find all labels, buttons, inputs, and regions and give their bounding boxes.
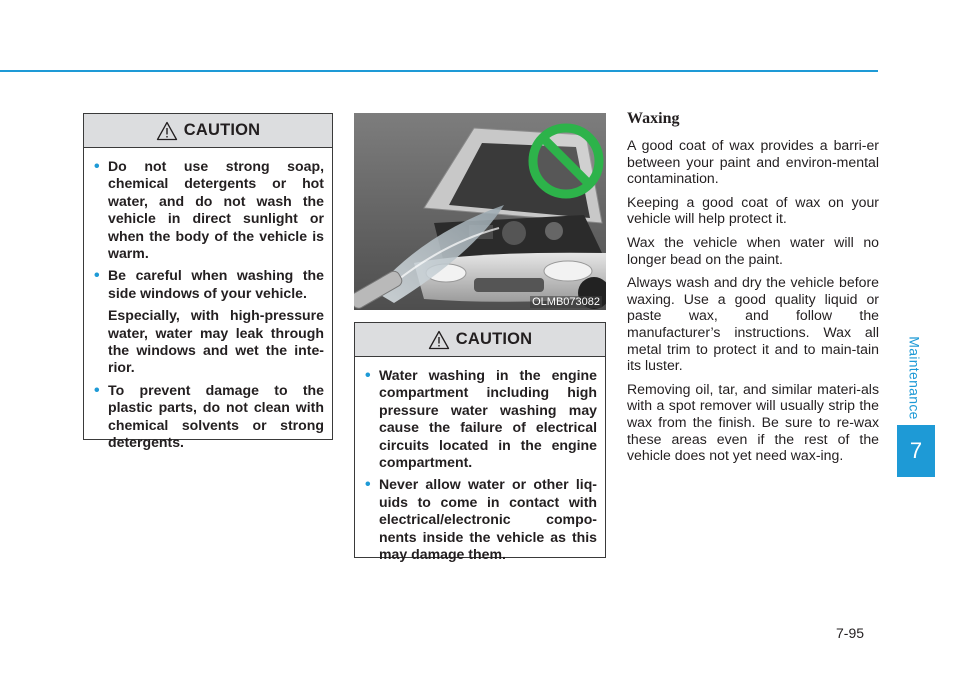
page-number: 7-95 <box>836 625 865 641</box>
caution-text: Do not use strong soap, chemical detergents or hot water, and do not wash the vehicle in direct sunlight or when the body of the vehicle is warm. <box>108 158 324 262</box>
caution-text: Especially, with high-pressure water, water may leak through the windows and wet the inte-rior. <box>108 307 324 376</box>
warning-triangle-icon <box>428 330 450 350</box>
bullet-icon: • <box>94 381 100 399</box>
caution-title: CAUTION <box>455 330 533 348</box>
header-rule <box>0 70 878 72</box>
caution-text: Be careful when washing the side windows of your vehicle. <box>108 267 324 301</box>
caution-item <box>94 158 324 262</box>
bullet-icon: • <box>94 158 100 175</box>
chapter-tab: 7 <box>897 425 935 477</box>
caution-list <box>355 357 605 563</box>
caution-header <box>84 114 332 148</box>
paragraph: Keeping a good coat of wax on your vehicle will help protect it. <box>627 193 879 227</box>
caution-item <box>94 382 324 452</box>
chapter-side-label <box>898 336 932 420</box>
caution-box-washing <box>83 113 333 451</box>
caution-header <box>355 323 605 357</box>
waxing-section <box>627 110 879 471</box>
caution-title: CAUTION <box>183 121 261 139</box>
engine-washing-illustration <box>354 113 606 310</box>
caution-item <box>365 476 597 563</box>
bullet-icon: • <box>365 367 371 384</box>
warning-triangle-icon <box>156 121 178 141</box>
photo-code: OLMB073082 <box>532 296 600 308</box>
paragraph: Always wash and dry the vehicle before waxing. Use a good quality liquid or paste wax, and follow the manufacturer’s instructions. Wax all metal trim to protect it and to main-tain its luster. <box>627 274 879 374</box>
paragraph: Wax the vehicle when water will no longer bead on the paint. <box>627 233 879 267</box>
paragraph: Removing oil, tar, and similar materi-als with a spot remover will usually strip the wax from the finish. Be sure to re-wax these areas even if the rest of the vehicle does not yet need wax-ing. <box>627 380 879 464</box>
caution-text: Never allow water or other liq-uids to come in contact with electrical/electronic compo-nents inside the vehicle as this may damage them. <box>379 476 597 563</box>
caution-item <box>94 267 324 376</box>
caution-text: To prevent damage to the plastic parts, do not clean with chemical solvents or strong detergents. <box>108 381 324 451</box>
caution-text: Water washing in the engine compartment including high pressure water washing may cause the failure of electrical circuits located in the engine compartment. <box>379 367 597 471</box>
section-heading: Waxing <box>627 110 680 127</box>
caution-box-engine-water <box>354 322 606 563</box>
paragraph: A good coat of wax provides a barri-er between your paint and environ-mental contamination. <box>627 137 879 187</box>
bullet-icon: • <box>94 267 100 285</box>
engine-washing-photo <box>354 113 606 310</box>
bullet-icon: • <box>365 476 371 494</box>
chapter-name: Maintenance <box>907 336 923 420</box>
caution-item <box>365 367 597 471</box>
caution-list <box>84 148 332 452</box>
